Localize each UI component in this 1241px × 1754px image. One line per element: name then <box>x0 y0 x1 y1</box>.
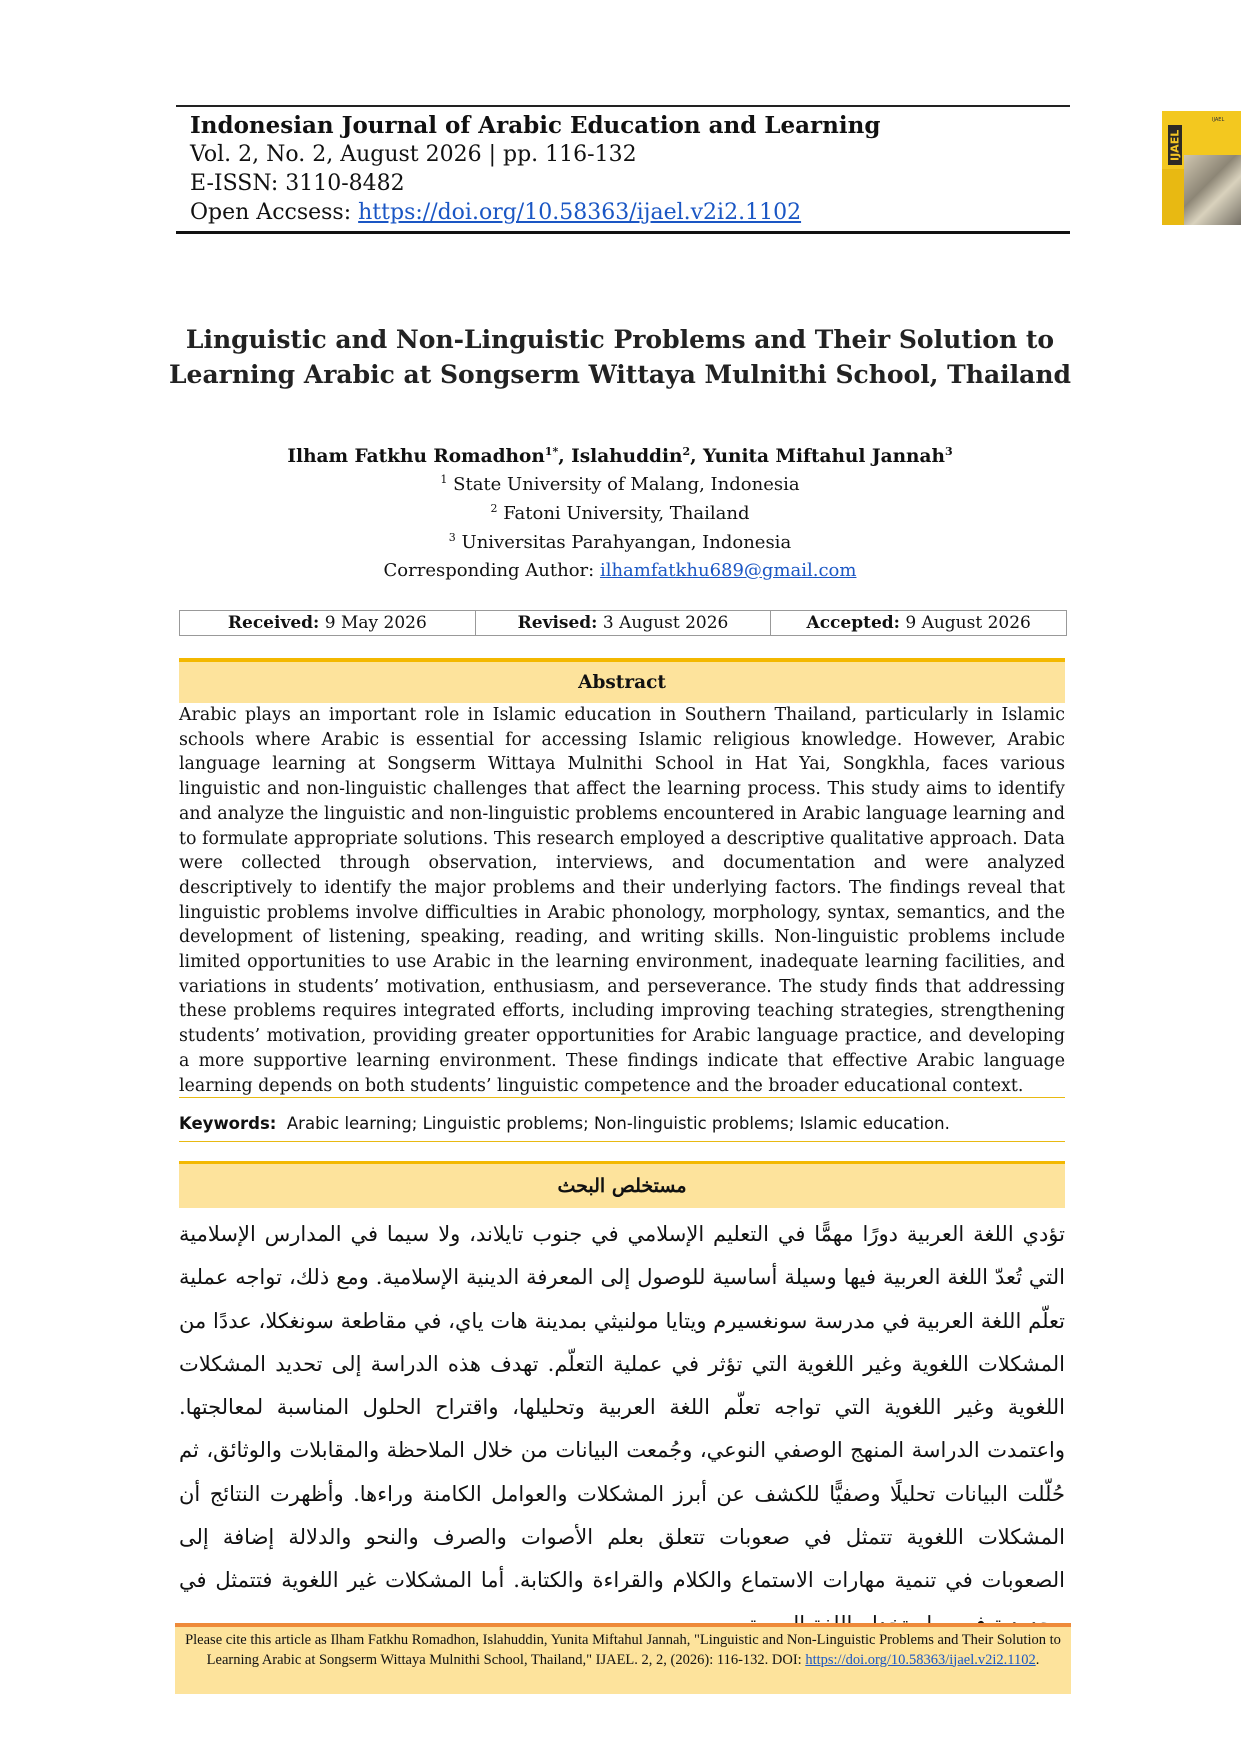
author-mark: 1* <box>544 445 559 458</box>
citation-footer <box>175 1623 1071 1694</box>
author-mark: 3 <box>944 445 953 458</box>
accepted-date: 9 August 2026 <box>905 613 1031 633</box>
author-list: Ilham Fatkhu Romadhon$^{1*}$, Islahuddin$^2$, Yunita Miftahul Jannah$^3$ <box>287 445 953 468</box>
title-line-2: Learning Arabic at Songserm Wittaya Mulnithi School, Thailand <box>168 360 1072 389</box>
abstract-text: Arabic plays an important role in Islamic education in Southern Thailand, particularly in Islamic schools where Arabic is essential for accessing Islamic religious knowledge. However, Arabic language learning at Songserm Wittaya Mulnithi School in Hat Yai, Songkhla, faces various linguistic and non-linguistic challenges that affect the learning process. This study aims to identify and analyze the linguistic and non-linguistic problems encountered in Arabic language learning and to formulate appropriate solutions. This research employed a descriptive qualitative approach. Data were collected through observation, interviews, and documentation and were analyzed descriptively to identify the major problems and their underlying factors. The findings reveal that linguistic problems involve difficulties in Arabic phonology, morphology, syntax, semantics, and the development of listening, speaking, reading, and writing skills. Non-linguistic problems include limited opportunities to use Arabic in the learning environment, inadequate learning facilities, and variations in students’ motivation, enthusiasm, and perseverance. The study finds that addressing these problems requires integrated efforts, including improving teaching strategies, strengthening students’ motivation, providing greater opportunities for Arabic language practice, and developing a more supportive learning environment. These findings indicate that effective Arabic language learning depends on both students’ linguistic competence and the broader educational context. <box>179 705 1065 1096</box>
keywords-label: Keywords: <box>179 1114 277 1133</box>
revised-cell <box>476 611 772 635</box>
affiliation <box>120 531 1120 553</box>
revised-label: Revised: <box>517 613 598 633</box>
open-access-label: Open Accsess: <box>190 200 359 225</box>
affiliation-text: State University of Malang, Indonesia <box>453 474 800 495</box>
affiliation-mark: 1 <box>440 473 448 486</box>
citation-text <box>185 1631 1061 1670</box>
affiliation-mark: 3 <box>448 531 456 544</box>
author-mark: 2 <box>682 445 691 458</box>
corresponding-author <box>120 560 1120 581</box>
received-label: Received: <box>227 613 320 633</box>
journal-cover-image <box>1162 111 1241 225</box>
keywords-line <box>179 1112 1065 1136</box>
cover-small-label: IJAEL <box>1212 117 1225 123</box>
citation-end: . <box>1035 1651 1040 1668</box>
arabic-abstract-header-band <box>179 1161 1065 1208</box>
citation-doi-link[interactable]: https://doi.org/10.58363/ijael.v2i2.1102 <box>805 1651 1036 1668</box>
cover-picture <box>1184 155 1241 225</box>
volume-line: Vol. 2, No. 2, August 2026 | pp. 116-132 <box>190 142 637 167</box>
received-cell <box>180 611 476 635</box>
doi-link[interactable]: https://doi.org/10.58363/ijael.v2i2.1102 <box>358 200 802 225</box>
keywords-divider <box>179 1141 1065 1142</box>
issn-line: E-ISSN: 3110-8482 <box>190 171 405 196</box>
cover-title: IJAEL <box>1168 125 1182 165</box>
author-name: Ilham Fatkhu Romadhon <box>287 446 545 468</box>
citation-body: Please cite this article as Ilham Fatkhu Romadhon, Islahuddin, Yunita Miftahul Jannah, "Linguistic and Non-Linguistic Problems and Their Solution to Learning Arabic at Songserm Wittaya Mulnithi School, Thailand," IJAEL. 2, 2, (2026): 116-132. DOI: <box>185 1632 1061 1668</box>
arabic-abstract-text: تؤدي اللغة العربية دورًا مهمًّا في التعليم الإسلامي في جنوب تايلاند، ولا سيما في المدارس الإسلامية التي تُعدّ اللغة العربية فيها وسيلة أساسية للوصول إلى المعرفة الدينية الإسلامية. ومع ذلك، تواجه عملية تعلّم اللغة العربية في مدرسة سونغسيرم ويتايا مولنيثي بمدينة هات ياي، في مقاطعة سونغكلا، عددًا من المشكلات اللغوية وغير اللغوية التي تؤثر في عملية التعلّم. تهدف هذه الدراسة إلى تحديد المشكلات اللغوية وغير اللغوية التي تواجه تعلّم اللغة العربية وتحليلها، واقتراح الحلول المناسبة لمعالجتها. واعتمدت الدراسة المنهج الوصفي النوعي، وجُمعت البيانات من خلال الملاحظة والمقابلات والوثائق، ثم حُلّلت البيانات تحليلًا وصفيًّا للكشف عن أبرز المشكلات والعوامل الكامنة وراءها. وأظهرت النتائج أن المشكلات اللغوية تتمثل في صعوبات تتعلق بعلم الأصوات والصرف والنحو والدلالة إضافة إلى الصعوبات في تنمية مهارات الاستماع والكلام والقراءة والكتابة. أما المشكلات غير اللغوية فتتمثل في <box>179 1222 1065 1593</box>
title-line-1: Linguistic and Non-Linguistic Problems and Their Solution to <box>185 325 1055 354</box>
journal-name: Indonesian Journal of Arabic Education and Learning <box>190 112 881 139</box>
cover-strip <box>1162 169 1186 225</box>
arabic-abstract-heading: مستخلص البحث <box>557 1175 687 1197</box>
affiliation-text: Universitas Parahyangan, Indonesia <box>461 532 792 553</box>
accepted-cell <box>771 611 1066 635</box>
accepted-label: Accepted: <box>806 613 900 633</box>
affiliation <box>120 473 1120 495</box>
abstract-header-band <box>179 658 1065 703</box>
revised-date: 3 August 2026 <box>602 613 729 633</box>
author-name: Yunita Miftahul Jannah <box>702 446 945 468</box>
paper-title <box>120 322 1120 392</box>
affiliation <box>120 502 1120 524</box>
corresponding-label: Corresponding Author: <box>383 560 600 581</box>
keywords-text: Arabic learning; Linguistic problems; Non-linguistic problems; Islamic education. <box>286 1114 950 1133</box>
affiliation-text: Fatoni University, Thailand <box>503 503 750 524</box>
dates-table <box>179 610 1067 636</box>
abstract-divider <box>179 1097 1065 1098</box>
author-name: Islahuddin <box>571 446 683 468</box>
email-link[interactable]: ilhamfatkhu689@gmail.com <box>599 560 857 581</box>
received-date: 9 May 2026 <box>324 613 427 633</box>
journal-header <box>176 105 1225 234</box>
open-access-line <box>190 198 801 227</box>
abstract-heading: Abstract <box>578 672 666 693</box>
affiliation-mark: 2 <box>490 502 498 515</box>
